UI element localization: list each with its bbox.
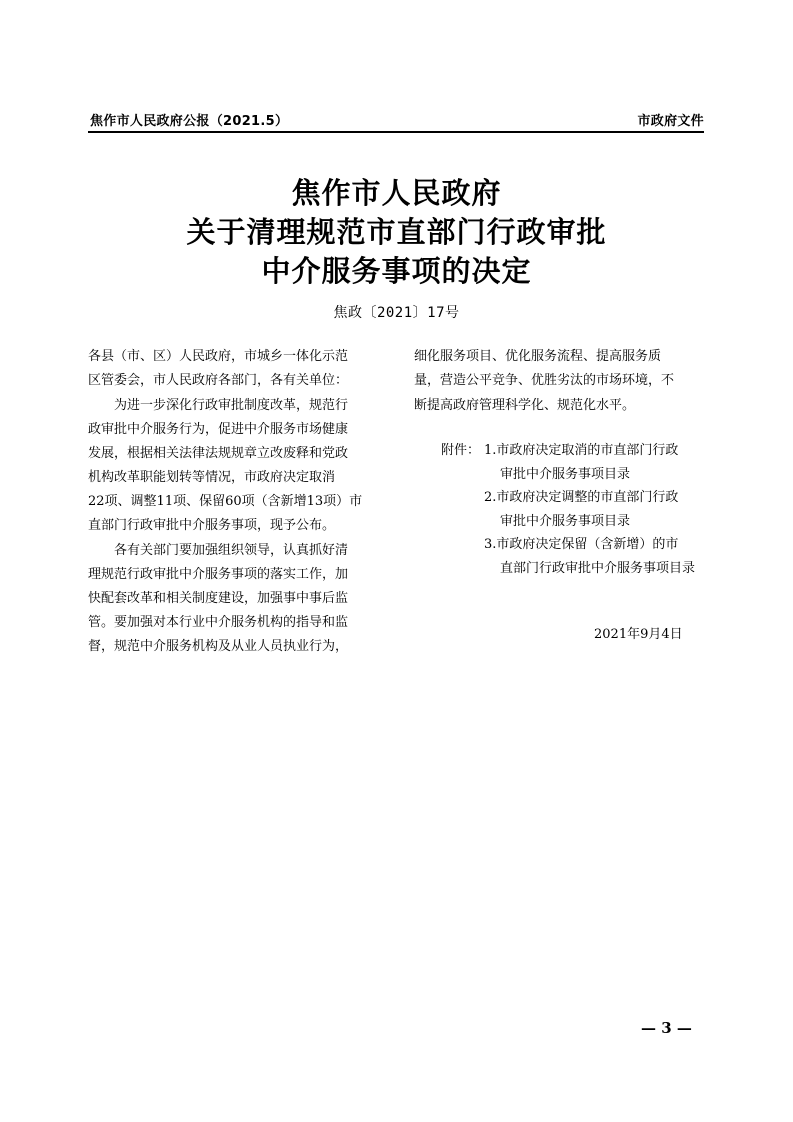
document-title-line-3: 中介服务事项的决定 — [261, 254, 532, 288]
body-line: 理规范行政审批中介服务事项的落实工作，加 — [88, 567, 349, 582]
running-header — [88, 110, 704, 130]
attachment-item: 1.市政府决定取消的市直部门行政 — [484, 443, 679, 458]
attachments-label: 附件： — [441, 443, 481, 458]
body-line: 督，规范中介服务机构及从业人员执业行为， — [88, 639, 349, 654]
header-rule — [88, 131, 704, 133]
body-line: 细化服务项目、优化服务流程、提高服务质 — [414, 349, 662, 364]
body-line: 断提高政府管理科学化、规范化水平。 — [414, 398, 636, 413]
body-line: 22项、调整11项、保留60项（含新增13项）市 — [88, 494, 363, 509]
body-line: 发展，根据相关法律法规规章立改废释和党政 — [88, 446, 349, 461]
attachment-item: 3.市政府决定保留（含新增）的市 — [484, 537, 679, 552]
body-line: 量，营造公平竞争、优胜劣汰的市场环境，不 — [414, 373, 675, 388]
attachment-item: 2.市政府决定调整的市直部门行政 — [484, 490, 679, 505]
attachment-item: 审批中介服务事项目录 — [500, 467, 631, 482]
body-line: 机构改革职能划转等情况，市政府决定取消 — [88, 470, 336, 485]
body-line: 各有关部门要加强组织领导，认真抓好清 — [114, 543, 349, 558]
body-line: 政审批中介服务行为，促进中介服务市场健康 — [88, 422, 349, 437]
attachment-item: 直部门行政审批中介服务事项目录 — [500, 561, 696, 576]
body-line: 管。要加强对本行业中介服务机构的指导和监 — [88, 615, 349, 630]
body-line: 直部门行政审批中介服务事项，现予公布。 — [88, 518, 336, 533]
document-date: 2021年9月4日 — [594, 627, 683, 642]
attachment-item: 审批中介服务事项目录 — [500, 514, 631, 529]
body-line: 为进一步深化行政审批制度改革，规范行 — [114, 398, 349, 413]
document-title-line-2: 关于清理规范市直部门行政审批 — [186, 215, 607, 249]
body-line: 各县（市、区）人民政府，市城乡一体化示范 — [88, 349, 349, 364]
document-title-line-1: 焦作市人民政府 — [291, 176, 502, 210]
document-number: 焦政〔2021〕17号 — [333, 305, 460, 321]
bulletin-title: 焦作市人民政府公报（2021.5） — [90, 114, 289, 129]
page-number: — 3 — — [641, 1019, 692, 1037]
section-label: 市政府文件 — [637, 114, 704, 129]
body-line: 快配套改革和相关制度建设，加强事中事后监 — [88, 591, 349, 606]
body-line: 区管委会，市人民政府各部门，各有关单位： — [88, 373, 349, 388]
